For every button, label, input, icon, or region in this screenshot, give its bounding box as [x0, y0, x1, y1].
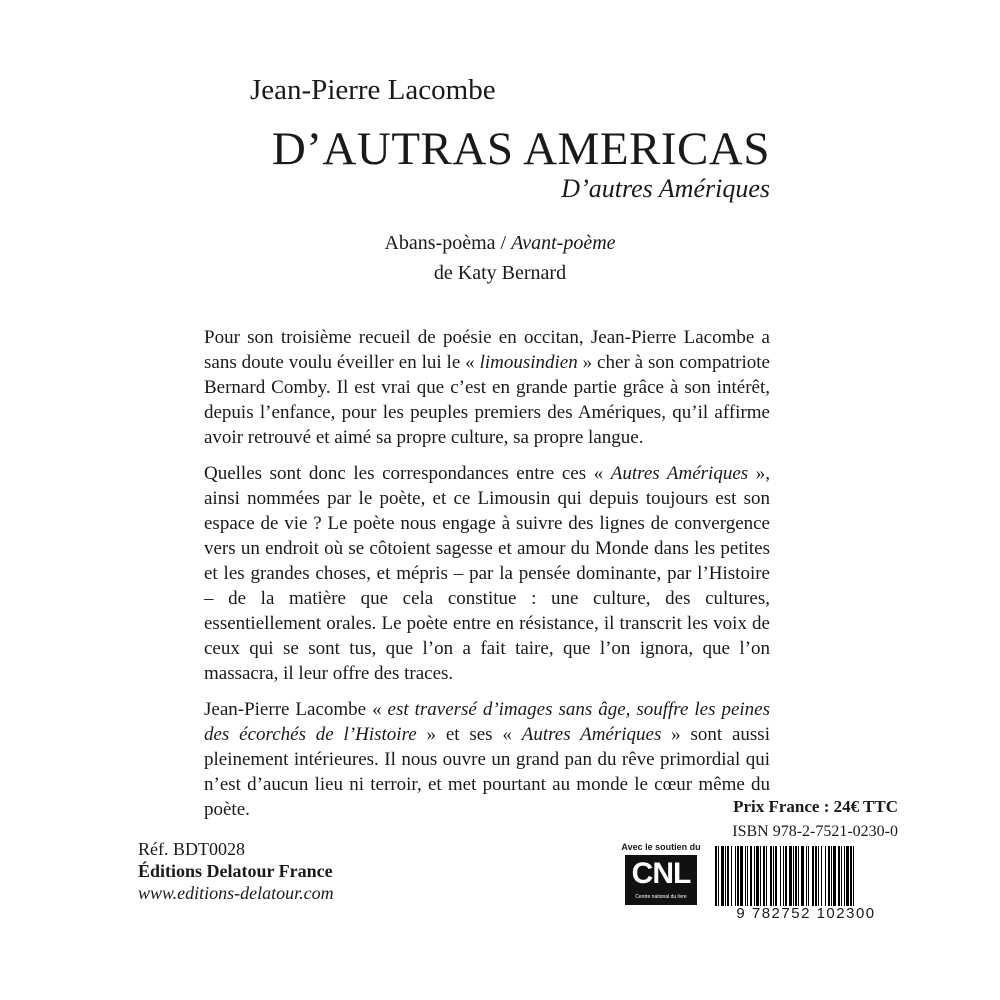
cnl-full-name: Centre national du livre — [635, 894, 687, 900]
author-name: Jean-Pierre Lacombe — [250, 74, 496, 106]
book-title: D’AUTRAS AMERICAS — [271, 123, 770, 175]
p2-italic: Autres Amériques — [610, 463, 749, 484]
preface-occitan: Abans-poèma / — [384, 232, 512, 254]
preface-credit — [280, 228, 720, 288]
p3-text-c: » sont aussi pleinement intérieures. Il nous ouvre un grand pan du rêve primordial qui n’est d’aucun lieu ni terroir, et met pourtant au monde le cœur même du poète. — [204, 724, 770, 820]
p3-italic-2: Autres Amériques — [521, 724, 662, 745]
reference-code: Réf. BDT0028 — [138, 839, 245, 859]
publisher-name: Éditions Delatour France — [138, 861, 333, 881]
preface-french: Avant-poème — [511, 232, 616, 254]
back-cover-text — [204, 325, 770, 833]
price-label: Prix France : 24€ TTC — [733, 797, 898, 816]
p1-italic: limousindien — [479, 352, 578, 373]
cnl-logo — [620, 842, 702, 906]
preface-author: de Katy Bernard — [433, 262, 567, 284]
support-label: Avec le soutien du — [621, 842, 701, 852]
p2-text-a: Quelles sont donc les correspondances entre ces « — [204, 463, 611, 484]
cnl-mark: CNL — [631, 857, 691, 890]
publisher-website: www.editions-delatour.com — [138, 883, 334, 903]
paragraph-2 — [204, 461, 770, 686]
p1-text-b: » cher à son compatriote Bernard Comby. Il est vrai que c’est en grande partie grâce à son intérêt, depuis l’enfance, pour les peuples premiers des Amériques, qu’il affirme avoir retrouvé et aimé sa propre culture, sa propre langue. — [204, 352, 770, 448]
barcode-digits: 9 782752 102300 — [736, 905, 876, 922]
paragraph-1 — [204, 325, 770, 450]
p3-italic-1: est traversé d’images sans âge, souffre les peines des écorchés de l’Histoire — [204, 699, 770, 745]
cnl-logo-box — [625, 855, 697, 905]
p2-text-b: », ainsi nommées par le poète, et ce Limousin qui depuis toujours est son espace de vie ? Le poète nous engage à suivre des lignes de convergence vers un endroit où se côtoient sagesse et amour du Monde dans les petites et les grandes choses, et mépris – par la pensée dominante, par l’Histoire – de la matière que cela constitue : une culture, des cultures, essentiellement orales. Le poète entre en résistance, il transcrit les voix de ceux qui se sont tus, que l’on a fait taire, que l’on ignora, que l’on massacra, il leur offre des traces. — [204, 463, 771, 684]
p3-text-a: Jean-Pierre Lacombe « — [204, 699, 388, 720]
isbn-label: ISBN 978-2-7521-0230-0 — [732, 823, 898, 840]
p1-text-a: Pour son troisième recueil de poésie en occitan, Jean-Pierre Lacombe a sans doute voulu éveiller en lui le « — [204, 327, 770, 373]
book-subtitle: D’autres Amériques — [561, 174, 770, 203]
barcode-icon — [713, 846, 899, 906]
preface-line-1 — [280, 228, 720, 258]
p3-text-b: » et ses « — [416, 724, 522, 745]
